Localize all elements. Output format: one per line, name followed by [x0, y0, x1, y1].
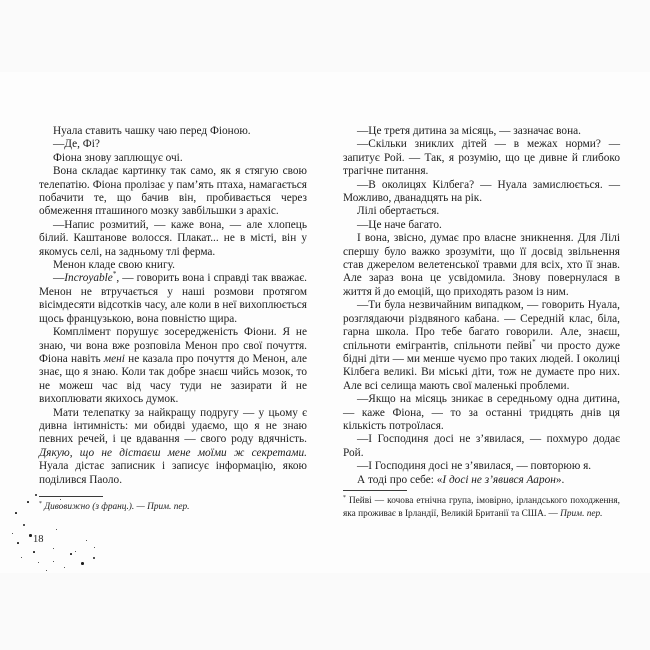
paragraph: [39, 138, 307, 151]
text-segment: Дивовижно (з франц.). — Прим. пер.: [41, 502, 190, 512]
text-segment: Мати телепатку за найкращу подругу — у цьому є дивна інтимність: ми обидві удаємо, що я не знаю певних речей, і це вдавання — свого роду вдячність.: [39, 406, 307, 446]
text-segment: —Де, Фі?: [53, 138, 100, 151]
footnote-left: [39, 496, 307, 514]
scan-edge-top: [0, 0, 650, 72]
ink-dot: [60, 499, 61, 500]
paragraph: [343, 179, 620, 206]
page-number: 18: [33, 534, 44, 545]
text-segment: Нуала ставить чашку чаю перед Фіоною.: [53, 125, 251, 137]
ink-dot: [75, 551, 76, 552]
ink-dot: [81, 562, 84, 565]
ink-dot: [21, 557, 22, 558]
paragraph: [343, 219, 620, 232]
ink-dot: [56, 529, 57, 530]
ink-dot: [64, 567, 65, 568]
footnote-marker: *: [532, 337, 536, 346]
ink-dot: [93, 557, 95, 559]
text-segment: ».: [555, 473, 565, 486]
ink-dot: [94, 547, 95, 548]
paragraph: [343, 474, 620, 487]
ink-dot: [86, 540, 87, 541]
paragraph: [39, 165, 307, 219]
text-segment: Фіона знову заплющує очі.: [53, 151, 183, 164]
text-segment: —Ти була незвичайним випадком, — говорить Нуала, розглядаючи різдвяного кабана. — Середній клас, біла, гарна школа. Про тебе багато говорили. Але, знаєш, спільноти емігрантів, спільноти пейві: [343, 299, 620, 352]
paragraph: [39, 407, 307, 487]
text-segment: чи просто дуже бідні діти — ми менше чуємо про таких людей. І околиці Кілбега великі. Ви міські діти, тож не думаєте про них. Але всі селища мають свої маленькі проблеми.: [343, 339, 620, 392]
footnote-right: [343, 490, 620, 520]
text-segment: —: [53, 272, 65, 285]
paragraph: [39, 259, 307, 272]
ink-dot: [53, 561, 54, 562]
paragraph: [39, 219, 307, 259]
footnote-text: [39, 502, 189, 512]
ink-dot: [15, 512, 17, 514]
paragraph: [343, 299, 620, 393]
ink-dot: [46, 570, 47, 571]
ink-dot: [29, 534, 32, 537]
footnote-rule: [39, 496, 103, 497]
text-segment: —Це наче багато.: [357, 218, 442, 231]
text-segment: —Скільки зниклих дітей — в межах норми? — запитує Рой. — Так, я розумію, що це дивне й глибоко трагічне питання.: [343, 138, 620, 178]
text-segment: Менон кладе свою книгу.: [53, 259, 175, 272]
text-segment: Нуала дістає записник і записує інформацію, якою поділився Паоло.: [39, 460, 307, 486]
paragraph: [343, 433, 620, 460]
text-segment: Лілі обертається.: [357, 205, 440, 218]
text-segment: —В околицях Кілбега? — Нуала замислюється. — Можливо, дванадцять на рік.: [343, 178, 620, 205]
text-segment: Пейві — кочова етнічна група, імовірно, ірландського походження, яка проживає в Ірландії, Великій Британії та США. —: [343, 496, 620, 519]
footnote-marker: *: [112, 270, 117, 279]
text-segment: —Якщо на місяць зникає в середньому одна дитина, — каже Фіона, — то за останні тридцять днів ця кількість потроїлася.: [343, 393, 620, 432]
text-segment: А тоді про себе: «: [357, 473, 443, 486]
paragraph: [343, 125, 620, 138]
paragraph: [39, 326, 307, 406]
text-segment: , — говорить вона і справді так вважає. Менон не втручається у наші розмови протягом вісімдесяти відсотків часу, але коли в неї вихоплюється щось французькою, вона повністю щира.: [39, 272, 307, 325]
ink-dot: [35, 494, 37, 496]
text-segment: —Це третя дитина за місяць, — зазначає вона.: [357, 125, 581, 137]
text-segment: Прим. пер.: [560, 508, 603, 519]
footnote-marker: *: [343, 494, 346, 501]
page-left-body-text: [39, 125, 307, 487]
text-segment: не казала про почуття до Менон, але знає, що я знаю. Коли так добре знаєш чийсь мозок, то не можеш час від часу туди не зазирати й не вихоплювати якихось думок.: [39, 352, 307, 406]
paragraph: [343, 460, 620, 473]
footnote-marker: *: [39, 500, 42, 507]
scan-edge-bottom: [0, 573, 650, 650]
text-segment: Комплімент порушує зосередженість Фіони. Я не знаю, чи вона вже розповіла Менон про свої почуття. Фіона навіть: [39, 326, 307, 365]
ink-dot: [70, 553, 72, 555]
footnote-text: [343, 496, 620, 519]
text-segment: —Напис розмитий, — каже вона, — але хлопець білий. Каштанове волосся. Плакат... не в місті, він у якомусь селі, на задньому тлі ферма.: [39, 218, 307, 258]
text-segment: мені: [103, 352, 125, 365]
text-segment: Дякую, що не дістаєш мене моїми ж секретами.: [39, 446, 307, 459]
ink-dot: [38, 562, 39, 563]
text-segment: —І Господиня досі не з’явилася, — повторюю я.: [357, 460, 592, 473]
text-segment: —І Господиня досі не з’явилася, — похмуро додає Рой.: [343, 433, 620, 459]
text-segment: І вона, звісно, думає про власне зникнення. Для Лілі спершу було важко зрозуміти, що її досвід звільнення став джерелом велетенської травми для всіх, хто її знав. Але зараз вона це усвідомила. Знову повернулася в життя й до емоцій, що приходять разом із ним.: [343, 232, 620, 298]
paragraph: [39, 152, 307, 165]
footnote-rule: [343, 490, 407, 491]
ink-dot: [27, 501, 29, 503]
ink-dot: [33, 551, 35, 553]
text-segment: Вона складає картинку так само, як я стягую свою телепатію. Фіона пролізає у пам’ять птаха, намагається побачити те, що бачив він, пробивається через обмеження пташиного мозку завбільшки з арахіс.: [39, 165, 307, 218]
paragraph: [343, 232, 620, 299]
paragraph: [343, 205, 620, 218]
paragraph: [343, 138, 620, 178]
text-segment: Incroyable: [64, 272, 113, 285]
page-right-body-text: [343, 125, 620, 487]
text-segment: І досі не з’явився Аарон: [442, 473, 556, 486]
ink-dot: [12, 533, 13, 534]
paragraph: [343, 393, 620, 433]
ink-dot: [17, 542, 19, 544]
ink-dot: [53, 548, 54, 549]
paragraph: [39, 125, 307, 138]
paragraph: [39, 272, 307, 326]
ink-dot: [23, 524, 25, 526]
